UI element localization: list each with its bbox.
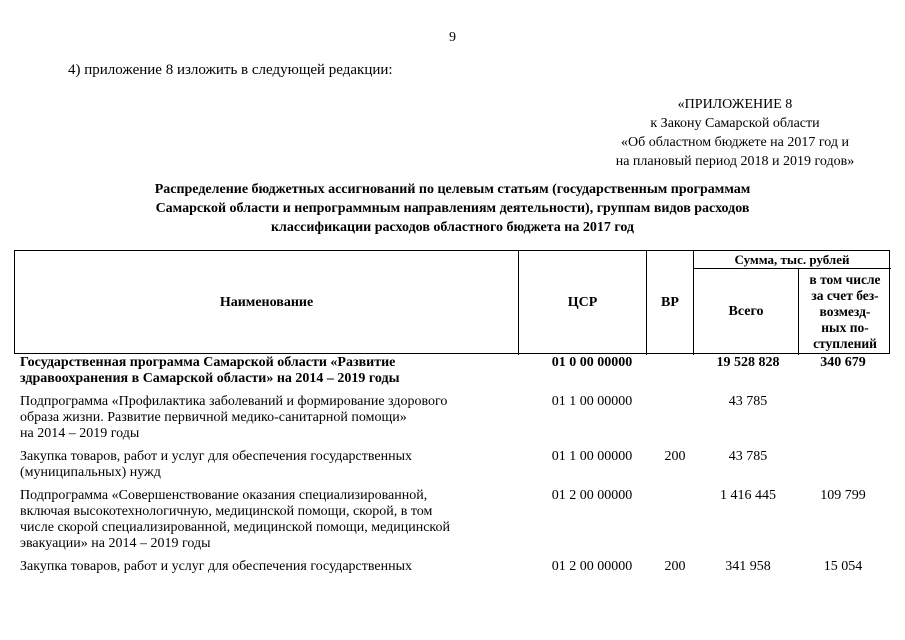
row-total: 1 416 445 xyxy=(720,488,776,503)
row-vr: 200 xyxy=(664,559,686,574)
table-row xyxy=(20,559,890,575)
header-free-line: за счет без- xyxy=(811,288,879,303)
row-csr: 01 2 00 00000 xyxy=(551,488,633,503)
page-number: 9 xyxy=(449,30,456,45)
header-total: Всего xyxy=(728,304,764,319)
row-csr: 01 1 00 00000 xyxy=(551,449,633,464)
heading-line: классификации расходов областного бюджета на 2017 год xyxy=(270,220,635,235)
row-total: 43 785 xyxy=(728,394,768,409)
row-vr: 200 xyxy=(664,449,686,464)
row-total: 341 958 xyxy=(725,559,771,574)
table-row xyxy=(20,488,890,552)
row-name-line: на 2014 – 2019 годы xyxy=(20,426,140,441)
row-free: 340 679 xyxy=(820,355,866,370)
header-free-line: в том числе xyxy=(809,272,881,287)
row-name-line: Закупка товаров, работ и услуг для обеспечения государственных xyxy=(20,449,413,464)
row-name xyxy=(20,355,512,387)
appendix-line: «ПРИЛОЖЕНИЕ 8 xyxy=(677,97,793,112)
row-name-line: образа жизни. Развитие первичной медико-санитарной помощи» xyxy=(20,410,407,425)
table-row xyxy=(20,449,890,481)
row-name-line: Подпрограмма «Профилактика заболеваний и формирование здорового xyxy=(20,394,448,409)
heading-line: Самарской области и непрограммным направлениям деятельности), группам видов расходов xyxy=(155,201,750,216)
row-name-line: Государственная программа Самарской области «Развитие xyxy=(20,355,396,370)
row-name xyxy=(20,488,512,552)
table-header xyxy=(14,250,890,354)
row-name xyxy=(20,559,512,575)
appendix-line: к Закону Самарской области xyxy=(650,116,820,131)
row-free: 15 054 xyxy=(823,559,863,574)
header-free-line: возмезд- xyxy=(819,304,871,319)
row-total: 43 785 xyxy=(728,449,768,464)
appendix-line: на плановый период 2018 и 2019 годов» xyxy=(615,154,855,169)
row-name-line: включая высокотехнологичную, медицинской помощи, скорой, в том xyxy=(20,504,433,519)
heading-line: Распределение бюджетных ассигнований по целевым статьям (государственным программам xyxy=(154,182,751,197)
header-csr: ЦСР xyxy=(567,295,598,310)
appendix-note xyxy=(585,95,885,171)
row-name xyxy=(20,449,512,481)
row-csr: 01 1 00 00000 xyxy=(551,394,633,409)
row-name-line: числе скорой специализированной, медицинской помощи, медицинской xyxy=(20,520,451,535)
row-total: 19 528 828 xyxy=(716,355,780,370)
row-name xyxy=(20,394,512,442)
header-free-line: ступлений xyxy=(813,336,877,351)
row-name-line: здравоохранения в Самарской области» на 2014 – 2019 годы xyxy=(20,371,400,386)
appendix-line: «Об областном бюджете на 2017 год и xyxy=(621,135,849,150)
table-row xyxy=(20,394,890,442)
row-name-line: (муниципальных) нужд xyxy=(20,465,161,480)
row-csr: 01 0 00 00000 xyxy=(551,355,633,370)
header-name: Наименование xyxy=(219,295,314,310)
row-free: 109 799 xyxy=(820,488,866,503)
header-free-line: ных по- xyxy=(821,320,869,335)
row-csr: 01 2 00 00000 xyxy=(551,559,633,574)
instruction-text: 4) приложение 8 изложить в следующей редакции: xyxy=(68,62,393,78)
row-name-line: Подпрограмма «Совершенствование оказания специализированной, xyxy=(20,488,428,503)
table-body xyxy=(20,355,890,575)
row-name-line: Закупка товаров, работ и услуг для обеспечения государственных xyxy=(20,559,413,574)
table-row xyxy=(20,355,890,387)
document-heading xyxy=(30,180,875,237)
header-free xyxy=(799,269,891,355)
row-name-line: эвакуации» на 2014 – 2019 годы xyxy=(20,536,211,551)
header-vr: ВР xyxy=(661,295,679,310)
header-sum: Сумма, тыс. рублей xyxy=(734,251,850,267)
